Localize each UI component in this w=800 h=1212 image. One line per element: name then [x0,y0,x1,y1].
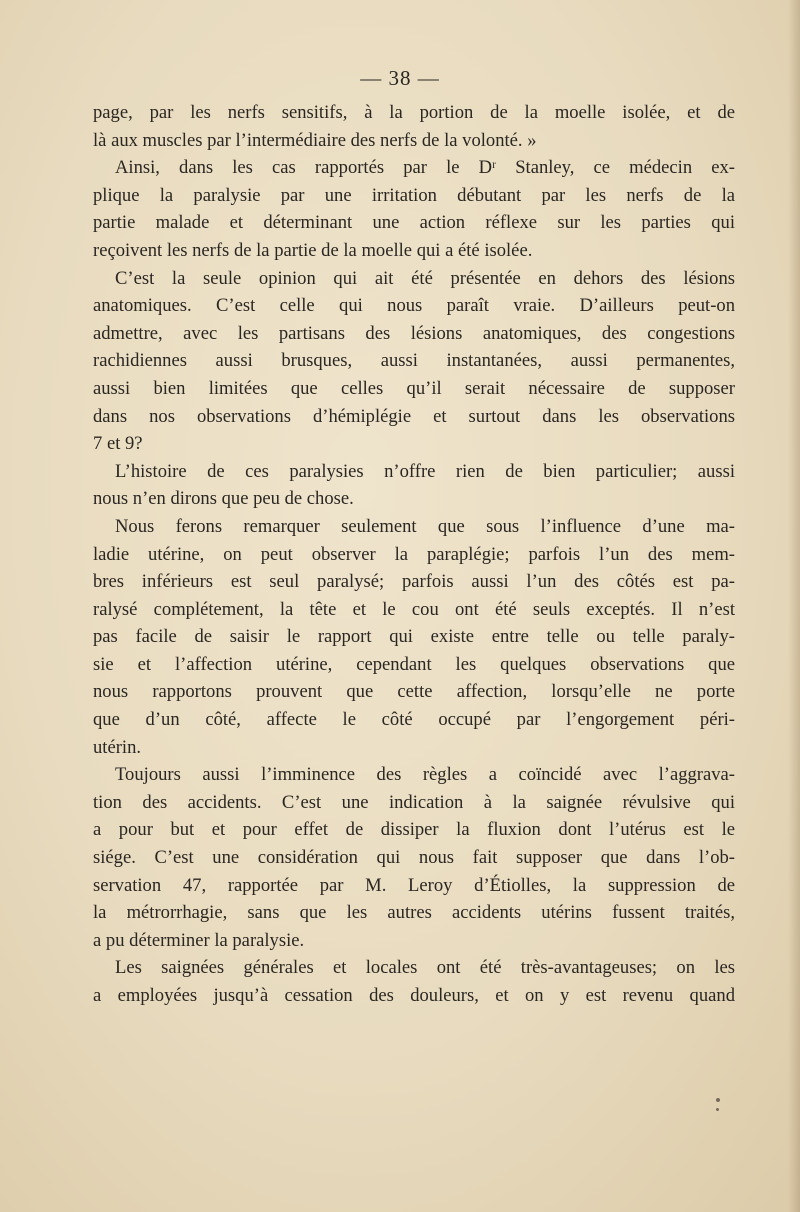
text-line: sie et l’affection utérine, cependant les quelques observations que [93,653,735,675]
text-line: ladie utérine, on peut observer la paraplégie; parfois l’un des mem- [93,543,735,565]
text-line: pas facile de saisir le rapport qui existe entre telle ou telle paraly- [93,626,735,648]
text-line: bres inférieurs est seul paralysé; parfois aussi l’un des côtés est pa- [93,571,735,593]
page-edge-shadow [788,0,800,1212]
page-number: — 38 — [360,66,440,90]
text-line: nous n’en dirons que peu de chose. [93,488,354,510]
text-line: a pour but et pour effet de dissiper la fluxion dont l’utérus est le [93,819,735,841]
text-line: servation 47, rapportée par M. Leroy d’Étiolles, la suppression de [93,874,735,896]
text-line: aussi bien limitées que celles qu’il serait nécessaire de supposer [93,377,735,399]
text-line: nous rapportons prouvent que cette affection, lorsqu’elle ne porte [93,681,735,703]
text-line: page, par les nerfs sensitifs, à la portion de la moelle isolée, et de [93,102,735,123]
text-line: Nous ferons remarquer seulement que sous l’influence d’une ma- [115,515,735,537]
text-line: 7 et 9? [93,433,143,455]
text-line: Ainsi, dans les cas rapportés par le Dʳ Stanley, ce médecin ex- [115,157,735,179]
text-line: la métrorrhagie, sans que les autres accidents utérins fussent traités, [93,902,735,924]
text-line: tion des accidents. C’est une indication à la saignée révulsive qui [93,791,735,813]
text-line: là aux muscles par l’intermédiaire des nerfs de la volonté. » [93,129,537,151]
text-line: admettre, avec les partisans des lésions anatomiques, des congestions [93,322,735,344]
text-line: ralysé complétement, la tête et le cou ont été seuls exceptés. Il n’est [93,598,735,620]
text-line: partie malade et déterminant une action réflexe sur les parties qui [93,212,735,234]
text-line: siége. C’est une considération qui nous fait supposer que dans l’ob- [93,847,735,869]
text-line: Toujours aussi l’imminence des règles a coïncidé avec l’aggrava- [115,764,735,786]
text-line: a employées jusqu’à cessation des douleurs, et on y est revenu quand [93,985,735,1006]
text-line: C’est la seule opinion qui ait été présentée en dehors des lésions [115,267,735,289]
body-text [93,99,735,1010]
text-line: a pu déterminer la paralysie. [93,929,305,951]
text-line: rachidiennes aussi brusques, aussi instantanées, aussi permanentes, [93,350,735,372]
text-line: utérin. [93,736,142,758]
text-line: Les saignées générales et locales ont été très-avantageuses; on les [115,957,735,979]
text-line: L’histoire de ces paralysies n’offre rien de bien particulier; aussi [115,460,735,482]
text-line: plique la paralysie par une irritation débutant par les nerfs de la [93,184,735,206]
text-line: que d’un côté, affecte le côté occupé par l’engorgement péri- [93,709,735,731]
ink-speck [716,1098,720,1102]
text-line: dans nos observations d’hémiplégie et surtout dans les observations [93,405,735,427]
text-line: anatomiques. C’est celle qui nous paraît vraie. D’ailleurs peut-on [93,295,735,317]
ink-speck [716,1108,719,1111]
text-line: reçoivent les nerfs de la partie de la moelle qui a été isolée. [93,239,533,261]
